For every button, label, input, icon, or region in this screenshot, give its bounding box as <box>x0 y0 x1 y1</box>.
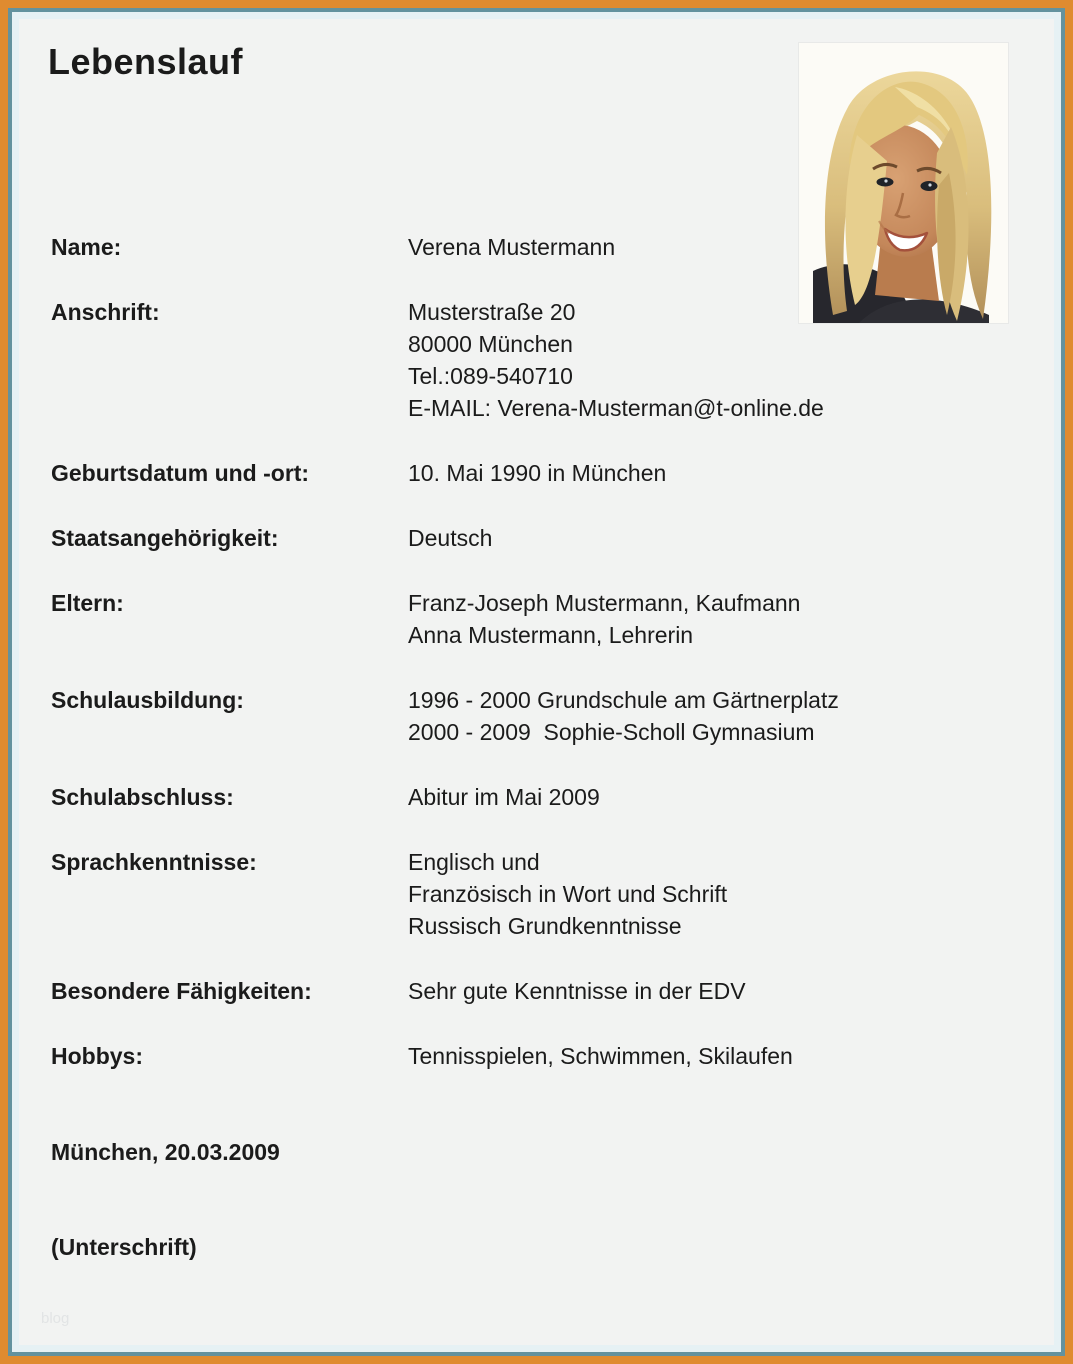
cv-row-value-line: Anna Mustermann, Lehrerin <box>408 622 694 648</box>
signature-label: (Unterschrift) <box>51 1234 197 1260</box>
cv-row <box>51 231 991 263</box>
watermark: blog <box>41 1310 70 1327</box>
cv-row <box>51 846 991 942</box>
cv-row-value-line: Abitur im Mai 2009 <box>408 784 600 810</box>
page-border-inner <box>8 8 1065 1356</box>
cv-row-label: Schulabschluss: <box>51 784 234 810</box>
cv-row-label: Besondere Fähigkeiten: <box>51 978 312 1004</box>
cv-row-label: Hobbys: <box>51 1043 143 1069</box>
cv-row-label: Sprachkenntnisse: <box>51 849 257 875</box>
cv-row-label: Eltern: <box>51 590 124 616</box>
cv-row-value-line: Franz-Joseph Mustermann, Kaufmann <box>408 590 801 616</box>
cv-row-value-line: 1996 - 2000 Grundschule am Gärtnerplatz <box>408 687 839 713</box>
cv-row-value-line: Sehr gute Kenntnisse in der EDV <box>408 978 746 1004</box>
cv-document <box>19 19 1054 1345</box>
cv-row-value-line: Tel.:089-540710 <box>408 363 573 389</box>
cv-row-value-line: 80000 München <box>408 331 573 357</box>
cv-row-value-line: Verena Mustermann <box>408 234 616 260</box>
cv-row-value-line: Tennisspielen, Schwimmen, Skilaufen <box>408 1043 793 1069</box>
place-date: München, 20.03.2009 <box>51 1139 280 1165</box>
cv-row-value-line: Französisch in Wort und Schrift <box>408 881 728 907</box>
cv-row-value <box>408 846 991 942</box>
cv-row <box>51 975 991 1007</box>
cv-row-value <box>408 1040 991 1072</box>
cv-row-value <box>408 457 991 489</box>
document-title: Lebenslauf <box>48 41 244 82</box>
cv-row-value-line: Russisch Grundkenntnisse <box>408 913 682 939</box>
cv-row-value-line: Deutsch <box>408 525 493 551</box>
cv-row <box>51 587 991 651</box>
cv-row-value <box>408 231 991 263</box>
cv-row-value-line: 2000 - 2009 Sophie-Scholl Gymnasium <box>408 719 815 745</box>
cv-row-value-line: Englisch und <box>408 849 540 875</box>
cv-row-value <box>408 587 991 651</box>
cv-row <box>51 1040 991 1072</box>
page-margin <box>12 12 1061 1352</box>
cv-row-value-line: 10. Mai 1990 in München <box>408 460 667 486</box>
cv-row <box>51 684 991 748</box>
cv-row-label: Schulausbildung: <box>51 687 244 713</box>
cv-rows <box>51 231 991 1105</box>
cv-row <box>51 457 991 489</box>
cv-row-value <box>408 975 991 1007</box>
cv-row <box>51 522 991 554</box>
cv-row-value <box>408 296 991 424</box>
cv-row-value <box>408 522 991 554</box>
cv-row-label: Anschrift: <box>51 299 160 325</box>
cv-row-label: Geburtsdatum und -ort: <box>51 460 310 486</box>
cv-row-value-line: Musterstraße 20 <box>408 299 576 325</box>
cv-row-value-line: E-MAIL: Verena-Musterman@t-online.de <box>408 395 824 421</box>
cv-row-value <box>408 684 991 748</box>
cv-row-label: Name: <box>51 234 122 260</box>
cv-row-value <box>408 781 991 813</box>
cv-row-label: Staatsangehörigkeit: <box>51 525 279 551</box>
cv-row <box>51 296 991 424</box>
cv-row <box>51 781 991 813</box>
